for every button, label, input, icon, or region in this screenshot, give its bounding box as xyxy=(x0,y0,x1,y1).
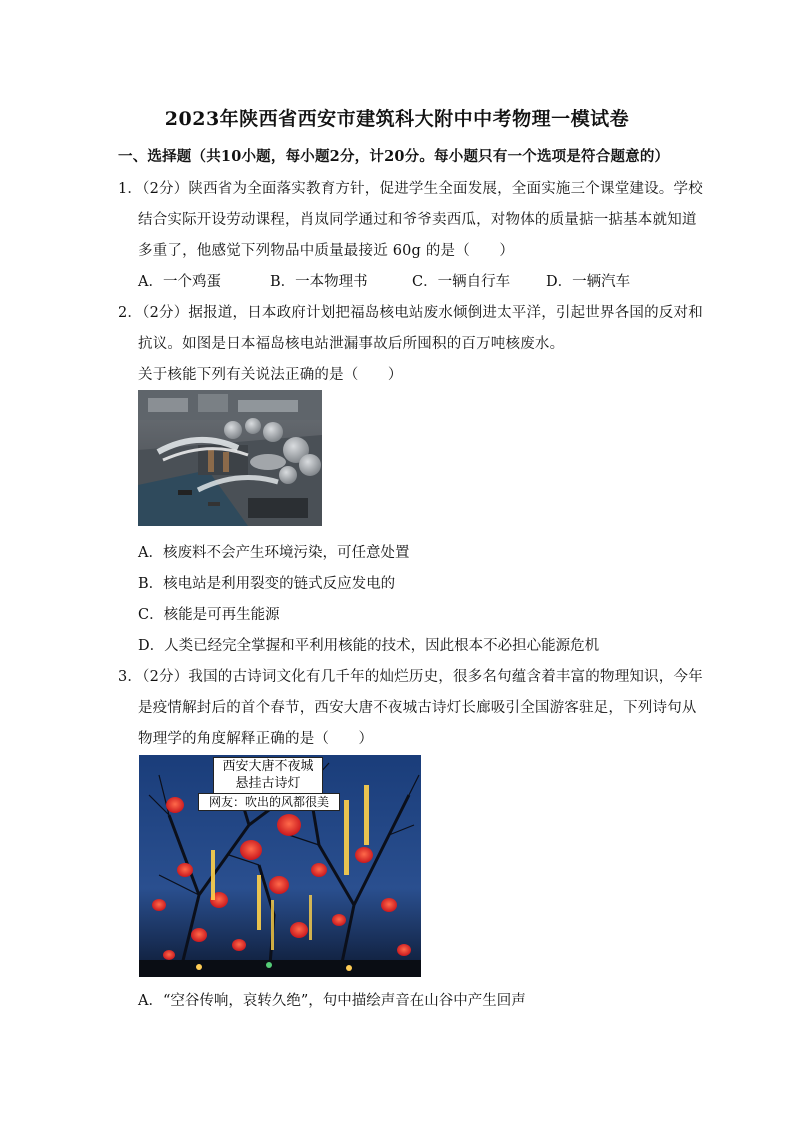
q2-option-d[interactable]: D．人类已经完全掌握和平利用核能的技术，因此根本不必担心能源危机 xyxy=(138,638,600,654)
q1-stem-line-1: 1．（2分）陕西省为全面落实教育方针，促进学生全面发展，全面实施三个课堂建设。学校 xyxy=(118,181,703,197)
q2-option-a[interactable]: A．核废料不会产生环境污染，可任意处置 xyxy=(138,545,410,561)
section-heading: 一、选择题（共10小题，每小题2分，计20分。每小题只有一个选项是符合题意的） xyxy=(118,148,670,165)
photo-caption-line-2: 悬挂古诗灯 xyxy=(235,776,301,791)
page-title: 2023年陕西省西安市建筑科大附中中考物理一模试卷 xyxy=(164,108,630,130)
q3-stem-line-3: 物理学的角度解释正确的是（ ） xyxy=(138,731,374,747)
photo-caption-line-1: 西安大唐不夜城 xyxy=(222,759,314,774)
q1-stem-line-3: 多重了，他感觉下列物品中质量最接近 60g 的是（ ） xyxy=(138,243,515,259)
q3-option-a[interactable]: A．“空谷传响，哀转久绝”，句中描绘声音在山谷中产生回声 xyxy=(138,993,526,1009)
q1-option-d[interactable]: D．一辆汽车 xyxy=(546,274,631,290)
q3-stem-line-1: 3．（2分）我国的古诗词文化有几千年的灿烂历史，很多名句蕴含着丰富的物理知识，今年 xyxy=(118,669,703,685)
q1-stem-line-2: 结合实际开设劳动课程，肖岚同学通过和爷爷卖西瓜，对物体的质量掂一掂基本就知道 xyxy=(138,212,697,228)
photo-caption xyxy=(213,757,323,795)
q2-stem-line-3: 关于核能下列有关说法正确的是（ ） xyxy=(138,367,403,383)
q1-option-a[interactable]: A．一个鸡蛋 xyxy=(138,274,221,290)
photo-subcaption: 网友：吹出的风都很美 xyxy=(198,793,340,811)
q1-option-c[interactable]: C．一辆自行车 xyxy=(412,274,511,290)
q2-stem-line-1: 2．（2分）据报道，日本政府计划把福岛核电站废水倾倒进太平洋，引起世界各国的反对和 xyxy=(118,305,703,321)
q2-option-c[interactable]: C．核能是可再生能源 xyxy=(138,607,280,623)
fukushima-photo xyxy=(138,390,322,526)
q3-stem-line-2: 是疫情解封后的首个春节，西安大唐不夜城古诗灯长廊吸引全国游客驻足，下列诗句从 xyxy=(138,700,697,716)
q2-stem-line-2: 抗议。如图是日本福岛核电站泄漏事故后所囤积的百万吨核废水。 xyxy=(138,336,565,352)
q1-option-b[interactable]: B．一本物理书 xyxy=(270,274,368,290)
q2-option-b[interactable]: B．核电站是利用裂变的链式反应发电的 xyxy=(138,576,396,592)
